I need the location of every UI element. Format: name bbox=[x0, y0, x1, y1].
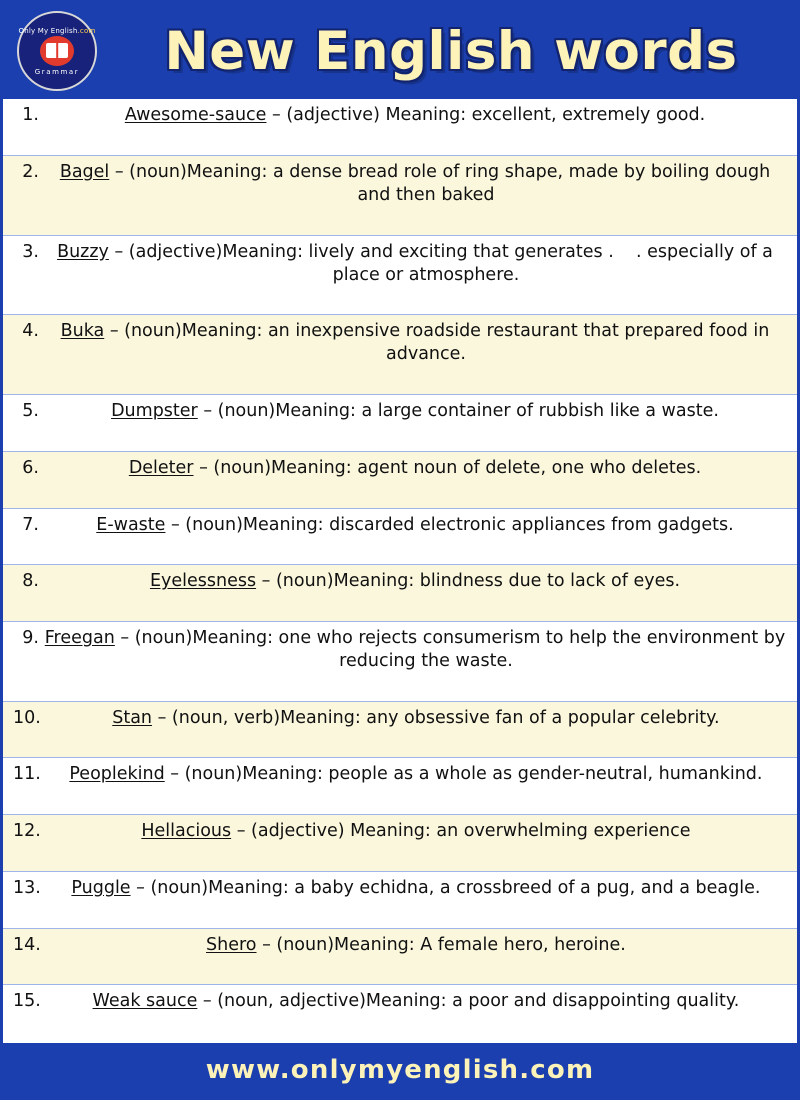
list-item-number: 8. bbox=[22, 571, 39, 592]
list-item-text bbox=[43, 320, 787, 366]
list-item-text bbox=[45, 763, 787, 786]
logo-badge bbox=[40, 36, 74, 66]
list-item-text bbox=[43, 241, 787, 287]
list-item bbox=[3, 815, 797, 872]
list-item-number: 4. bbox=[22, 321, 39, 342]
list-item-word: Buka bbox=[60, 321, 105, 342]
list-item-word: Buzzy bbox=[57, 241, 109, 262]
list-item bbox=[3, 156, 797, 236]
list-item-definition: – (adjective) Meaning: an overwhelming experience bbox=[231, 821, 691, 842]
list-item-number: 13. bbox=[13, 877, 41, 898]
list-item bbox=[3, 509, 797, 566]
open-book-icon bbox=[46, 43, 68, 58]
list-item bbox=[3, 872, 797, 929]
list-item-word: Dumpster bbox=[111, 401, 198, 422]
list-item-number: 11. bbox=[13, 764, 41, 785]
list-item-word: Puggle bbox=[71, 877, 131, 898]
list-item bbox=[3, 395, 797, 452]
site-logo bbox=[11, 9, 119, 93]
list-item-definition: – (noun)Meaning: an inexpensive roadside restaurant that prepared food in advance. bbox=[104, 321, 770, 365]
list-item-definition: – (adjective) Meaning: excellent, extremely good. bbox=[266, 105, 706, 125]
list-item-definition: – (noun, adjective)Meaning: a poor and disappointing quality. bbox=[197, 991, 740, 1012]
list-item-definition: – (noun)Meaning: people as a whole as gender-neutral, humankind. bbox=[164, 764, 763, 785]
list-item-definition: – (noun)Meaning: one who rejects consumerism to help the environment by reducing the waste. bbox=[114, 627, 786, 671]
list-item-word: Bagel bbox=[59, 161, 110, 182]
list-item-word: Awesome-sauce bbox=[124, 105, 267, 125]
list-item-definition: – (noun)Meaning: a baby echidna, a crossbreed of a pug, and a beagle. bbox=[130, 877, 761, 898]
logo-domain-suffix: .com bbox=[77, 26, 96, 35]
list-item-definition: – (noun)Meaning: agent noun of delete, one who deletes. bbox=[193, 457, 702, 478]
list-item-text bbox=[43, 627, 787, 673]
list-item-number: 10. bbox=[13, 707, 41, 728]
list-item-text bbox=[45, 707, 787, 730]
list-item-word: Deleter bbox=[128, 457, 194, 478]
list-item-word: Peoplekind bbox=[69, 764, 165, 785]
list-item-text bbox=[43, 570, 787, 593]
list-item bbox=[3, 929, 797, 986]
list-item-word: Stan bbox=[112, 707, 153, 728]
list-item-number: 9. bbox=[22, 627, 39, 648]
list-item-number: 3. bbox=[22, 241, 39, 262]
list-item-number: 14. bbox=[13, 934, 41, 955]
list-item-number: 12. bbox=[13, 821, 41, 842]
list-item-word: Freegan bbox=[44, 627, 115, 648]
list-item-text bbox=[45, 877, 787, 900]
list-item-definition: – (noun)Meaning: blindness due to lack of eyes. bbox=[256, 571, 681, 592]
list-item-word: Weak sauce bbox=[92, 991, 198, 1012]
list-item-text bbox=[43, 400, 787, 423]
list-item-definition: – (noun)Meaning: A female hero, heroine. bbox=[256, 934, 626, 955]
list-item-word: Hellacious bbox=[141, 821, 232, 842]
list-item bbox=[3, 758, 797, 815]
list-item-definition: – (noun)Meaning: a dense bread role of ring shape, made by boiling dough and then baked bbox=[109, 161, 771, 205]
list-item-text bbox=[45, 934, 787, 957]
list-item-definition: – (noun)Meaning: discarded electronic appliances from gadgets. bbox=[165, 514, 734, 535]
list-item-text bbox=[43, 104, 787, 127]
list-item-word: E-waste bbox=[96, 514, 166, 535]
site-url[interactable]: www.onlymyenglish.com bbox=[205, 1055, 595, 1085]
list-item-text bbox=[43, 161, 787, 207]
logo-circle bbox=[17, 11, 97, 91]
list-item bbox=[3, 985, 797, 1041]
logo-site-name: Only My English bbox=[18, 26, 78, 35]
list-item bbox=[3, 236, 797, 316]
page-footer bbox=[3, 1041, 797, 1097]
list-item bbox=[3, 452, 797, 509]
list-item-number: 15. bbox=[13, 991, 41, 1012]
list-item-word: Shero bbox=[206, 934, 257, 955]
list-item bbox=[3, 315, 797, 395]
page-title: New English words bbox=[164, 20, 738, 82]
logo-top-text bbox=[19, 27, 96, 35]
list-item-definition: – (noun, verb)Meaning: any obsessive fan of a popular celebrity. bbox=[152, 707, 720, 728]
list-item-text bbox=[45, 820, 787, 843]
list-item-text bbox=[45, 990, 787, 1013]
list-item-number: 7. bbox=[22, 514, 39, 535]
list-item-word: Eyelessness bbox=[149, 571, 257, 592]
list-item-definition: – (adjective)Meaning: lively and exciting that generates . . especially of a place or atmosphere. bbox=[108, 241, 773, 285]
list-item-text bbox=[43, 457, 787, 480]
list-item-text bbox=[43, 514, 787, 537]
list-item bbox=[3, 622, 797, 702]
list-item bbox=[3, 99, 797, 156]
word-list bbox=[3, 99, 797, 1041]
list-item bbox=[3, 565, 797, 622]
list-item-number: 6. bbox=[22, 457, 39, 478]
list-item-number: 5. bbox=[22, 401, 39, 422]
logo-bottom-text: Grammar bbox=[34, 67, 80, 76]
page-header bbox=[3, 3, 797, 99]
list-item bbox=[3, 702, 797, 759]
list-item-number: 1. bbox=[22, 105, 39, 125]
list-item-definition: – (noun)Meaning: a large container of rubbish like a waste. bbox=[197, 401, 719, 422]
list-item-number: 2. bbox=[22, 161, 39, 182]
